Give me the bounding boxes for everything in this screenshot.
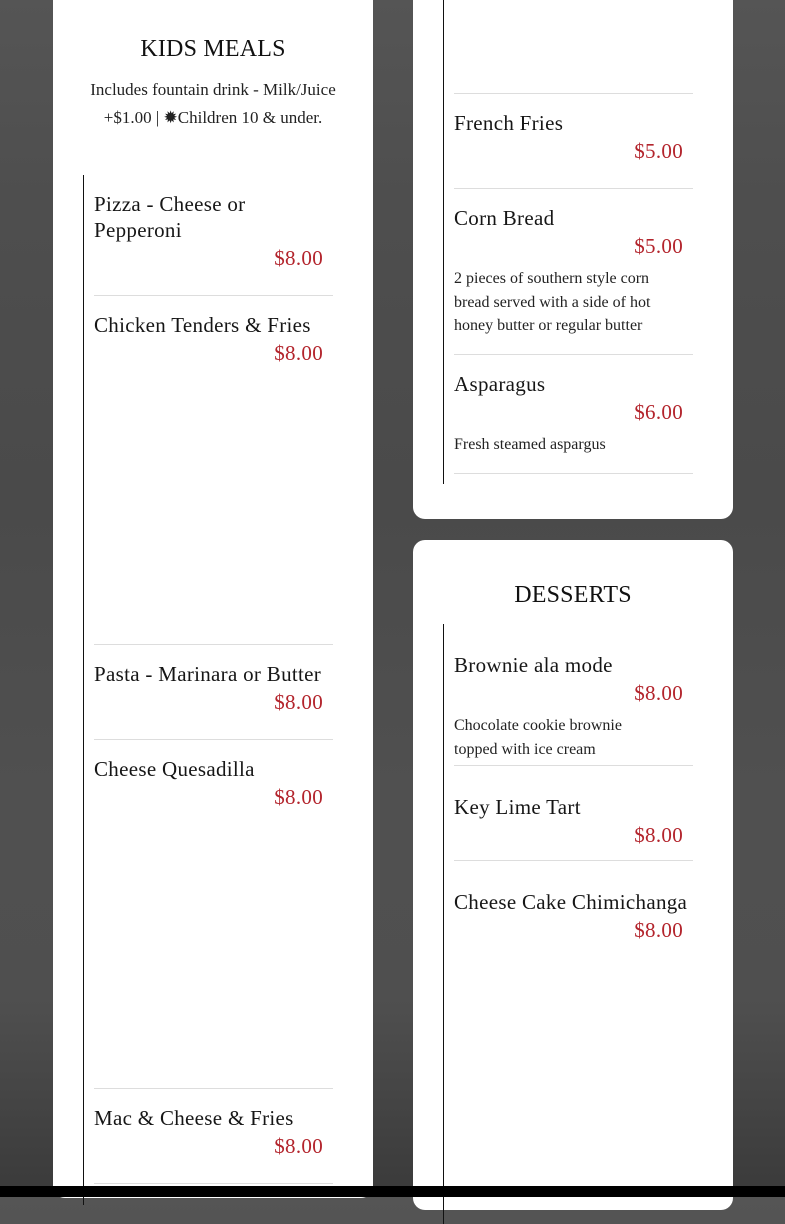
menu-item-price: $6.00: [634, 400, 683, 424]
desserts-card: [413, 540, 733, 1210]
menu-item[interactable]: [454, 371, 693, 457]
item-separator: [454, 765, 693, 766]
menu-item-description: Chocolate cookie brownie topped with ice cream: [454, 717, 622, 758]
menu-item-name: Brownie ala mode: [454, 653, 613, 677]
menu-item-name: Cheese Cake Chimichanga: [454, 890, 688, 914]
item-separator: [454, 860, 693, 861]
kids-meals-card: [53, 0, 373, 1198]
item-separator: [94, 295, 333, 296]
menu-item[interactable]: [94, 661, 333, 715]
sides-card: [413, 0, 733, 519]
item-separator: [94, 644, 333, 645]
menu-item[interactable]: [94, 1105, 333, 1159]
item-separator: [454, 188, 693, 189]
menu-item-price: $8.00: [634, 918, 683, 942]
desserts-title: DESSERTS: [514, 582, 632, 608]
desserts-divider-line: [443, 624, 444, 1224]
menu-item-price: $8.00: [634, 823, 683, 847]
menu-item-price: $8.00: [274, 246, 323, 270]
menu-item-description: Fresh steamed aspargus: [454, 436, 606, 453]
menu-item-price: $5.00: [634, 139, 683, 163]
menu-item-price: $8.00: [274, 690, 323, 714]
item-separator: [94, 1088, 333, 1089]
menu-item[interactable]: [454, 889, 693, 943]
menu-item[interactable]: [454, 652, 693, 761]
menu-item-name: Key Lime Tart: [454, 795, 581, 819]
kids-meals-divider-line: [83, 175, 84, 1205]
menu-item[interactable]: [94, 312, 333, 366]
menu-item-name: French Fries: [454, 111, 564, 135]
menu-item[interactable]: [454, 205, 693, 338]
kids-meals-title: KIDS MEALS: [140, 36, 286, 62]
menu-item-name: Cheese Quesadilla: [94, 757, 255, 781]
menu-item-price: $8.00: [274, 1134, 323, 1158]
menu-item-price: $8.00: [274, 341, 323, 365]
menu-item-price: $5.00: [634, 234, 683, 258]
menu-item-price: $8.00: [274, 785, 323, 809]
menu-item-name: Pizza - Cheese or Pepperoni: [94, 192, 246, 242]
menu-item-name: Corn Bread: [454, 206, 555, 230]
bottom-black-bar: [0, 1186, 785, 1197]
item-separator: [454, 354, 693, 355]
kids-meals-note: Includes fountain drink - Milk/Juice +$1.00 | ✹Children 10 & under.: [90, 80, 336, 127]
menu-item[interactable]: [94, 756, 333, 810]
item-separator: [454, 93, 693, 94]
menu-item-name: Chicken Tenders & Fries: [94, 313, 311, 337]
item-separator: [94, 739, 333, 740]
menu-item-name: Pasta - Marinara or Butter: [94, 662, 322, 686]
item-separator: [94, 1183, 333, 1184]
menu-item[interactable]: [94, 191, 333, 271]
menu-item-name: Mac & Cheese & Fries: [94, 1106, 294, 1130]
menu-item-description: 2 pieces of southern style corn bread served with a side of hot honey butter or regular butter: [454, 270, 651, 334]
menu-item[interactable]: [454, 794, 693, 848]
sides-divider-line: [443, 0, 444, 484]
menu-item-name: Asparagus: [454, 372, 546, 396]
item-separator: [454, 473, 693, 474]
menu-item[interactable]: [454, 110, 693, 164]
menu-item-price: $8.00: [634, 681, 683, 705]
